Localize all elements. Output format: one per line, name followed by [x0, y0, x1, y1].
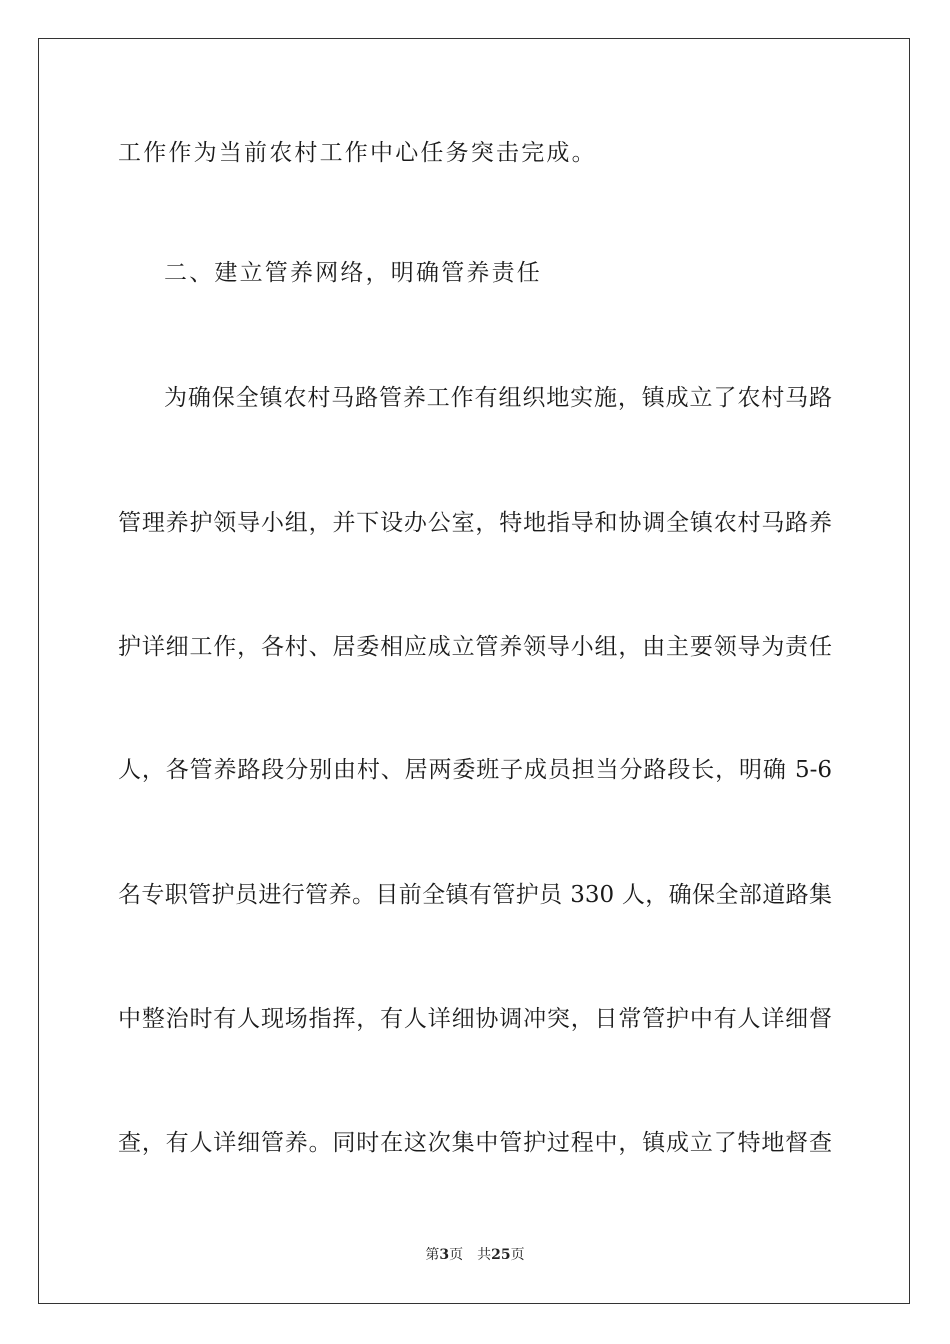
total-suffix: 页 — [510, 1247, 525, 1263]
paragraph-line-8: 查，有人详细管养。同时在这次集中管护过程中，镇成立了特地督查 — [118, 1130, 832, 1156]
total-prefix: 共 — [477, 1247, 492, 1263]
paragraph-line-5: 人，各管养路段分别由村、居两委班子成员担当分路段长，明确 5-6 — [118, 757, 832, 783]
paragraph-line-6: 名专职管护员进行管养。目前全镇有管护员 330 人，确保全部道路集 — [118, 882, 832, 908]
page-border — [38, 38, 910, 1304]
page-footer — [0, 1246, 950, 1264]
paragraph-line-2: 为确保全镇农村马路管养工作有组织地实施，镇成立了农村马路 — [164, 385, 832, 411]
paragraph-line-4: 护详细工作，各村、居委相应成立管养领导小组，由主要领导为责任 — [118, 634, 832, 660]
section-heading: 二、建立管养网络，明确管养责任 — [164, 260, 542, 286]
paragraph-line-7: 中整治时有人现场指挥，有人详细协调冲突，日常管护中有人详细督 — [118, 1006, 832, 1032]
page-prefix: 第 — [425, 1247, 440, 1263]
paragraph-line-1: 工作作为当前农村工作中心任务突击完成。 — [118, 140, 597, 166]
page-suffix: 页 — [449, 1247, 464, 1263]
page-current: 3 — [439, 1247, 450, 1263]
paragraph-line-3: 管理养护领导小组，并下设办公室，特地指导和协调全镇农村马路养 — [118, 510, 832, 536]
page-total: 25 — [491, 1247, 511, 1263]
